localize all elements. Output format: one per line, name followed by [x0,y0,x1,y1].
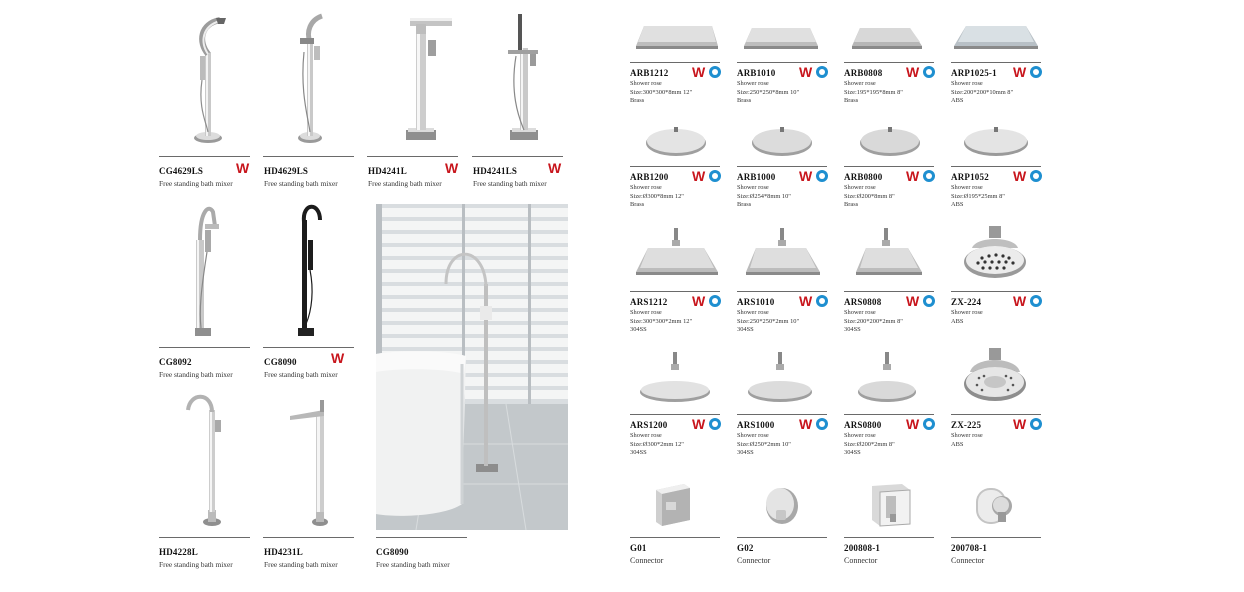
divider [737,291,827,292]
watermark-logo-icon [799,293,829,309]
product-code: ARS0800 [844,420,882,430]
product-description: Connector [630,556,664,565]
shower-rose-square-arm-image [742,228,824,282]
product-spec-line: Size:Ø300*8mm 12" [630,192,684,200]
product-code: ARB1212 [630,68,669,78]
watermark-logo-icon [692,64,722,80]
mixer-image-round-gooseneck [182,390,232,530]
product-spec-line: Shower rose [951,184,983,191]
product-spec-line: Size:Ø200*8mm 8" [844,192,895,200]
connector-square-image [652,480,694,530]
product-spec-line: 304SS [844,326,861,334]
divider [844,166,934,167]
product-description: Free standing bath mixer [264,179,338,188]
shower-rose-square-arm-image [852,228,926,282]
product-spec-line: ABS [951,97,964,105]
divider [844,291,934,292]
shower-rose-multifunction-image [962,348,1028,406]
mixer-image-square-handshower [504,12,544,147]
product-spec-line: Brass [630,97,645,105]
product-spec-line: Size:Ø250*2mm 10" [737,440,791,448]
product-spec-line: Size:200*200*2mm 8" [844,317,903,325]
divider [630,537,720,538]
divider [159,537,250,538]
product-description: Free standing bath mixer [159,560,233,569]
product-description: Free standing bath mixer [368,179,442,188]
mixer-image-tall-gooseneck [185,200,225,340]
watermark-logo-icon [1013,416,1043,432]
svg-text:W: W [799,168,813,184]
product-spec-line: Shower rose [951,432,983,439]
divider [263,347,354,348]
connector-bracket-round-image [970,480,1018,530]
product-code: ARB1010 [737,68,776,78]
product-spec-line: Brass [630,201,645,209]
svg-text:W: W [799,416,813,432]
product-description: Free standing bath mixer [376,560,450,569]
product-spec-line: Shower rose [630,309,662,316]
product-spec-line: Shower rose [951,80,983,87]
watermark-logo-icon [1013,168,1043,184]
shower-rose-handheld-image [962,226,1028,284]
product-spec-line: Shower rose [737,184,769,191]
watermark-logo-icon [906,416,936,432]
product-spec-line: 304SS [844,449,861,457]
product-code: 200708-1 [951,543,988,553]
shower-rose-square-image [740,24,822,52]
product-code: ARB1000 [737,172,776,182]
shower-rose-round-image [750,125,814,157]
divider [472,156,563,157]
product-code: G02 [737,543,754,553]
shower-rose-square-image [952,22,1040,52]
product-spec-line: Brass [737,97,752,105]
product-code: ARP1052 [951,172,989,182]
product-code: HD4231L [264,547,303,557]
product-code: HD4629LS [264,166,309,176]
svg-text:W: W [1013,64,1027,80]
product-spec-line: Brass [737,201,752,209]
product-spec-line: Size:Ø200*2mm 8" [844,440,895,448]
product-spec-line: Size:300*300*8mm 12" [630,88,693,96]
product-code: CG4629LS [159,166,204,176]
product-spec-line: Shower rose [951,309,983,316]
svg-text:W: W [1013,416,1027,432]
product-code: ARS0808 [844,297,882,307]
product-description: Free standing bath mixer [159,370,233,379]
product-spec-line: Shower rose [630,80,662,87]
product-spec-line: Size:300*300*2mm 12" [630,317,693,325]
product-spec-line: Size:250*250*8mm 10" [737,88,800,96]
mixer-image-handshower-holder [288,12,338,147]
svg-text:W: W [692,168,706,184]
product-code: ARB0800 [844,172,883,182]
shower-rose-round-image [858,125,922,157]
shower-rose-round-arm-image [856,352,918,404]
product-spec-line: Size:Ø300*2mm 12" [630,440,684,448]
divider [630,291,720,292]
watermark-logo-icon [906,293,936,309]
svg-text:W: W [445,161,459,175]
connector-bracket-image [868,480,914,530]
svg-text:W: W [906,64,920,80]
product-spec-line: Shower rose [630,432,662,439]
divider [263,156,354,157]
watermark-logo-icon [1013,293,1043,309]
product-code: CG8092 [159,357,192,367]
product-spec-line: Shower rose [737,309,769,316]
mixer-image-square-spout [396,12,456,147]
divider [844,414,934,415]
product-spec-line: Shower rose [844,80,876,87]
shower-rose-square-image [632,22,718,52]
watermark-logo-icon [692,293,722,309]
watermark-logo-icon [799,168,829,184]
shower-rose-round-arm-image [638,352,712,404]
svg-text:W: W [1013,168,1027,184]
divider [844,62,934,63]
product-code: ARB0808 [844,68,883,78]
divider [376,537,467,538]
svg-text:W: W [236,161,250,175]
product-code: HD4241L [368,166,407,176]
divider [737,537,827,538]
product-description: Free standing bath mixer [264,370,338,379]
product-spec-line: Size:195*195*8mm 8" [844,88,903,96]
svg-text:W: W [548,161,562,175]
divider [844,537,934,538]
product-code: ARS1010 [737,297,775,307]
bathroom-lifestyle-photo [376,204,568,530]
product-code: CG8090 [264,357,297,367]
product-code: G01 [630,543,647,553]
svg-text:W: W [692,416,706,432]
product-description: Free standing bath mixer [473,179,547,188]
product-spec-line: Size:Ø195*25mm 8" [951,192,1005,200]
product-spec-line: Shower rose [737,80,769,87]
product-description: Connector [951,556,985,565]
watermark-logo-icon [236,161,254,175]
watermark-logo-icon [548,161,566,175]
divider [951,166,1041,167]
watermark-logo-icon [692,168,722,184]
divider [737,166,827,167]
svg-text:W: W [692,64,706,80]
product-spec-line: Brass [844,201,859,209]
watermark-logo-icon [331,351,349,365]
shower-rose-round-arm-image [746,352,814,404]
divider [951,537,1041,538]
product-spec-line: 304SS [630,326,647,334]
svg-text:W: W [799,64,813,80]
product-spec-line: Shower rose [737,432,769,439]
product-spec-line: 304SS [630,449,647,457]
svg-text:W: W [1013,293,1027,309]
product-spec-line: ABS [951,201,964,209]
divider [737,414,827,415]
product-spec-line: Brass [844,97,859,105]
product-code: ARS1000 [737,420,775,430]
product-description: Connector [737,556,771,565]
product-code: ARS1212 [630,297,668,307]
divider [159,156,250,157]
mixer-image-gooseneck-handshower [178,12,238,147]
product-description: Free standing bath mixer [264,560,338,569]
watermark-logo-icon [906,168,936,184]
svg-text:W: W [799,293,813,309]
product-spec-line: Shower rose [844,184,876,191]
shower-rose-round-image [962,125,1030,157]
product-code: HD4241LS [473,166,518,176]
product-code: HD4228L [159,547,198,557]
connector-round-image [760,480,802,530]
watermark-logo-icon [445,161,463,175]
divider [630,62,720,63]
divider [951,62,1041,63]
divider [951,414,1041,415]
mixer-image-straight-spout [286,390,336,530]
divider [737,62,827,63]
product-spec-line: 304SS [737,449,754,457]
product-spec-line: Size:250*250*2mm 10" [737,317,800,325]
divider [630,414,720,415]
product-spec-line: 304SS [737,326,754,334]
watermark-logo-icon [692,416,722,432]
product-spec-line: ABS [951,317,964,325]
shower-rose-square-image [848,24,926,52]
product-spec-line: ABS [951,440,964,448]
product-code: 200808-1 [844,543,881,553]
product-spec-line: Shower rose [844,432,876,439]
product-spec-line: Size:Ø254*8mm 10" [737,192,791,200]
divider [159,347,250,348]
shower-rose-square-arm-image [634,228,720,282]
product-description: Connector [844,556,878,565]
watermark-logo-icon [1013,64,1043,80]
product-code: ZX-224 [951,297,982,307]
product-description: Free standing bath mixer [159,179,233,188]
product-spec-line: Shower rose [844,309,876,316]
divider [951,291,1041,292]
watermark-logo-icon [906,64,936,80]
divider [367,156,458,157]
svg-text:W: W [692,293,706,309]
product-spec-line: Shower rose [630,184,662,191]
svg-text:W: W [331,351,345,365]
product-spec-line: Size:200*200*10mm 8" [951,88,1014,96]
svg-text:W: W [906,293,920,309]
divider [630,166,720,167]
watermark-logo-icon [799,416,829,432]
shower-rose-round-image [644,125,708,157]
svg-text:W: W [906,416,920,432]
svg-text:W: W [906,168,920,184]
divider [263,537,354,538]
watermark-logo-icon [799,64,829,80]
product-code: ARS1200 [630,420,668,430]
product-code: ARB1200 [630,172,669,182]
product-code: ZX-225 [951,420,982,430]
product-code: CG8090 [376,547,409,557]
mixer-image-black-gooseneck [288,200,328,340]
product-code: ARP1025-1 [951,68,997,78]
